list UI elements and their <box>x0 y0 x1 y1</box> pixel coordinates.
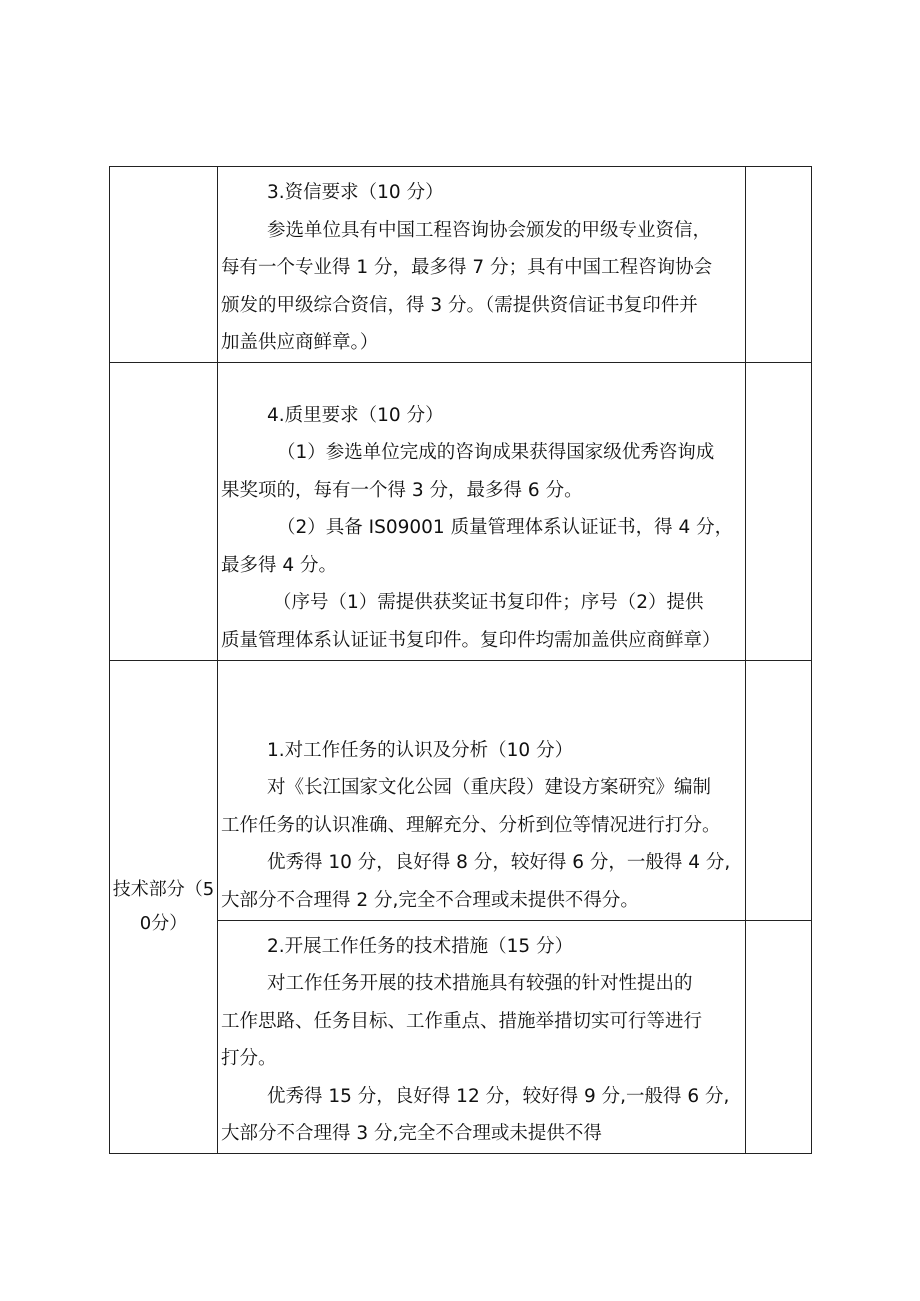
criteria-text: 优秀得 15 分，良好得 12 分，较好得 9 分,一般得 6 分, <box>267 1085 730 1107</box>
category-cell-empty <box>110 362 218 660</box>
criteria-text: （序号（1）需提供获奖证书复印件；序号（2）提供 <box>273 592 704 613</box>
criteria-text: 打分。 <box>221 1048 277 1069</box>
criteria-text: 对《长江国家文化公园（重庆段）建设方案研究》编制 <box>267 777 712 798</box>
criteria-text: 加盖供应商鲜章。） <box>221 332 379 353</box>
criteria-text: 每有一个专业得 1 分，最多得 7 分；具有中国工程咨询协会 <box>221 257 713 278</box>
criteria-text: 颁发的甲级综合资信，得 3 分。（需提供资信证书复印件并 <box>221 294 698 316</box>
score-cell <box>746 167 812 363</box>
category-cell-empty <box>110 167 218 363</box>
criteria-heading: 2.开展工作任务的技术措施（15 分） <box>267 935 574 957</box>
criteria-text: （2）具备 IS09001 质量管理体系认证证书，得 4 分， <box>277 517 734 538</box>
criteria-text: 大部分不合理得 2 分,完全不合理或未提供不得分。 <box>221 889 639 911</box>
criteria-text: 质量管理体系认证证书复印件。复印件均需加盖供应商鲜章） <box>221 629 721 651</box>
criteria-text: 最多得 4 分。 <box>221 554 338 576</box>
score-cell <box>746 660 812 920</box>
criteria-text: 参选单位具有中国工程咨询协会颁发的甲级专业资信， <box>267 219 712 241</box>
criteria-cell-analysis <box>218 660 746 920</box>
criteria-text: 大部分不合理得 3 分,完全不合理或未提供不得 <box>221 1123 602 1144</box>
criteria-cell-measures <box>218 920 746 1153</box>
criteria-cell-credit <box>218 167 746 363</box>
criteria-text: 果奖项的，每有一个得 3 分，最多得 6 分。 <box>221 479 583 501</box>
scoring-table <box>109 166 812 1154</box>
table-row-technical-1 <box>110 660 812 920</box>
criteria-text: （1）参选单位完成的咨询成果获得国家级优秀咨询成 <box>277 442 715 463</box>
criteria-text: 对工作任务开展的技术措施具有较强的针对性提出的 <box>267 973 693 994</box>
table-row-credit <box>110 167 812 363</box>
score-cell <box>746 362 812 660</box>
criteria-text: 工作任务的认识准确、理解充分、分析到位等情况进行打分。 <box>221 814 721 836</box>
category-cell-technical <box>110 660 218 1153</box>
criteria-text: 优秀得 10 分，良好得 8 分，较好得 6 分，一般得 4 分, <box>267 852 731 873</box>
criteria-cell-quality <box>218 362 746 660</box>
criteria-text: 工作思路、任务目标、工作重点、措施举措切实可行等进行 <box>221 1010 703 1032</box>
score-cell <box>746 920 812 1153</box>
table-row-quality <box>110 362 812 660</box>
criteria-heading: 1.对工作任务的认识及分析（10 分） <box>267 739 574 761</box>
criteria-heading: 3.资信要求（10 分） <box>267 182 444 203</box>
criteria-heading: 4.质里要求（10 分） <box>267 404 444 426</box>
category-label: 技术部分（50分） <box>112 878 215 934</box>
